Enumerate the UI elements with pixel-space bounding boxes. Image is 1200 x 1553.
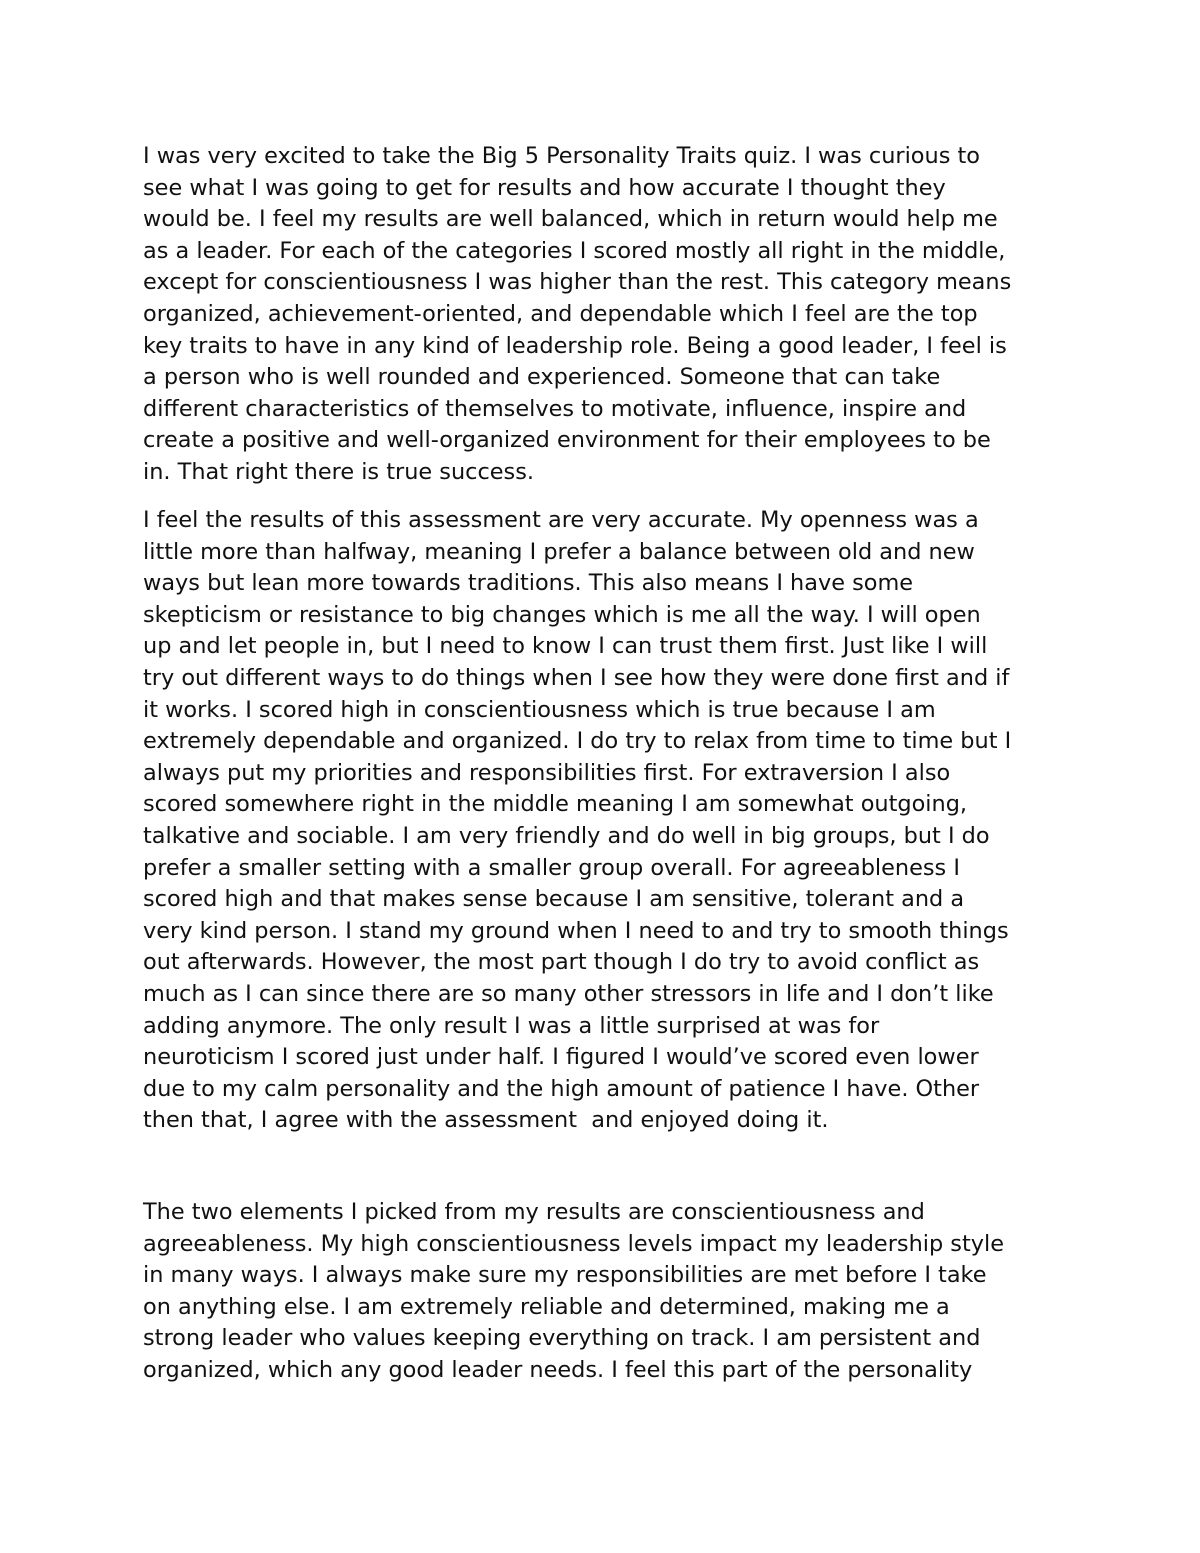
text-line: in. That right there is true success.: [143, 458, 534, 485]
paragraph-intro: [143, 141, 1063, 489]
text-line: scored high and that makes sense because I am sensitive, tolerant and a: [143, 886, 965, 913]
text-line: on anything else. I am extremely reliable and determined, making me a: [143, 1293, 950, 1320]
text-line: I was very excited to take the Big 5 Personality Traits quiz. I was curious to: [143, 143, 980, 169]
text-line: would be. I feel my results are well balanced, which in return would help me: [143, 206, 998, 233]
text-line: try out different ways to do things when I see how they were done first and if: [143, 664, 1010, 691]
text-line: in many ways. I always make sure my responsibilities are met before I take: [143, 1262, 987, 1289]
text-line: organized, achievement-oriented, and dependable which I feel are the top: [143, 300, 978, 327]
text-line: strong leader who values keeping everything on track. I am persistent and: [143, 1325, 981, 1352]
text-line: skepticism or resistance to big changes which is me all the way. I will open: [143, 601, 981, 628]
paragraph-assessment-accuracy: [143, 505, 1063, 1137]
text-line: key traits to have in any kind of leadership role. Being a good leader, I feel is: [143, 332, 1007, 359]
text-line: ways but lean more towards traditions. This also means I have some: [143, 570, 914, 597]
text-line: prefer a smaller setting with a smaller group overall. For agreeableness I: [143, 854, 960, 881]
text-line: see what I was going to get for results and how accurate I thought they: [143, 174, 946, 201]
text-line: create a positive and well-organized environment for their employees to be: [143, 427, 991, 454]
text-line: it works. I scored high in conscientiousness which is true because I am: [143, 696, 936, 723]
text-line: as a leader. For each of the categories I scored mostly all right in the middle,: [143, 237, 1006, 264]
text-line: extremely dependable and organized. I do try to relax from time to time but I: [143, 728, 1012, 755]
text-line: little more than halfway, meaning I prefer a balance between old and new: [143, 538, 975, 565]
text-line: agreeableness. My high conscientiousness levels impact my leadership style: [143, 1230, 1005, 1257]
text-line: talkative and sociable. I am very friendly and do well in big groups, but I do: [143, 822, 990, 849]
text-line: I feel the results of this assessment are very accurate. My openness was a: [143, 507, 979, 533]
text-line: then that, I agree with the assessment and enjoyed doing it.: [143, 1107, 829, 1134]
text-line: neuroticism I scored just under half. I figured I would’ve scored even lower: [143, 1044, 979, 1071]
text-line: The two elements I picked from my results are conscientiousness and: [143, 1199, 925, 1225]
text-line: different characteristics of themselves to motivate, influence, inspire and: [143, 395, 967, 422]
text-line: adding anymore. The only result I was a little surprised at was for: [143, 1012, 880, 1039]
text-line: due to my calm personality and the high amount of patience I have. Other: [143, 1075, 980, 1102]
text-line: very kind person. I stand my ground when I need to and try to smooth things: [143, 917, 1009, 944]
text-line: organized, which any good leader needs. I feel this part of the personality: [143, 1356, 973, 1383]
text-line: out afterwards. However, the most part though I do try to avoid conflict as: [143, 949, 980, 976]
text-line: up and let people in, but I need to know I can trust them first. Just like I will: [143, 633, 988, 660]
text-line: always put my priorities and responsibilities first. For extraversion I also: [143, 759, 951, 786]
text-line: except for conscientiousness I was higher than the rest. This category means: [143, 269, 1012, 296]
text-line: scored somewhere right in the middle meaning I am somewhat outgoing,: [143, 791, 968, 818]
paragraph-two-elements: [143, 1197, 1063, 1387]
text-line: much as I can since there are so many other stressors in life and I don’t like: [143, 980, 994, 1007]
text-line: a person who is well rounded and experienced. Someone that can take: [143, 364, 941, 391]
